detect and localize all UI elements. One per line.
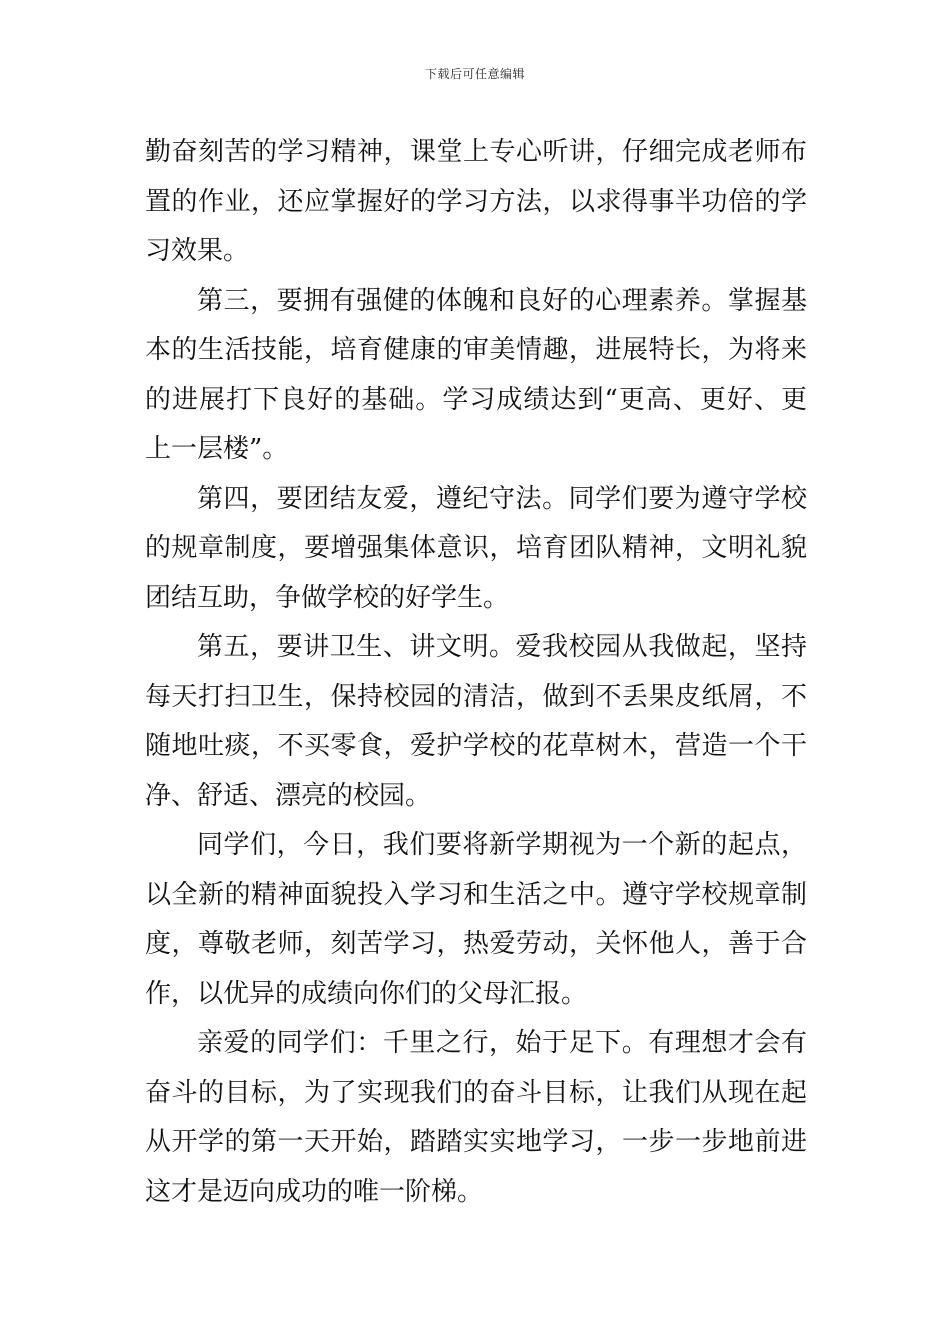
paragraph-closing: 亲爱的同学们：千里之行，始于足下。有理想才会有奋斗的目标，为了实现我们的奋斗目标，让我们从现在起从开学的第一天开始，踏踏实实地学习，一步一步地前进这才是迈向成功的唯一阶梯。: [145, 1028, 807, 1207]
document-body: [145, 128, 807, 1217]
paragraph-fifth-point: 第五，要讲卫生、讲文明。爱我校园从我做起，坚持每天打扫卫生，保持校园的清洁，做到不丢果皮纸屑，不随地吐痰，不买零食，爱护学校的花草树木，营造一个干净、舒适、漂亮的校园。: [145, 632, 807, 811]
paragraph-continuation: 勤奋刻苦的学习精神，课堂上专心听讲，仔细完成老师布置的作业，还应掌握好的学习方法，以求得事半功倍的学习效果。: [145, 137, 807, 266]
paragraph-new-semester: 同学们，今日，我们要将新学期视为一个新的起点，以全新的精神面貌投入学习和生活之中。遵守学校规章制度，尊敬老师，刻苦学习，热爱劳动，关怀他人，善于合作，以优异的成绩向你们的父母汇报。: [145, 830, 807, 1009]
paragraph-fourth-point: 第四，要团结友爱，遵纪守法。同学们要为遵守学校的规章制度，要增强集体意识，培育团队精神，文明礼貌团结互助，争做学校的好学生。: [145, 483, 807, 613]
page-header: 下载后可任意编辑: [424, 67, 525, 81]
paragraph-third-point: 第三，要拥有强健的体魄和良好的心理素养。掌握基本的生活技能，培育健康的审美情趣，进展特长，为将来的进展打下良好的基础。学习成绩达到“更高、更好、更上一层楼”。: [145, 285, 807, 464]
